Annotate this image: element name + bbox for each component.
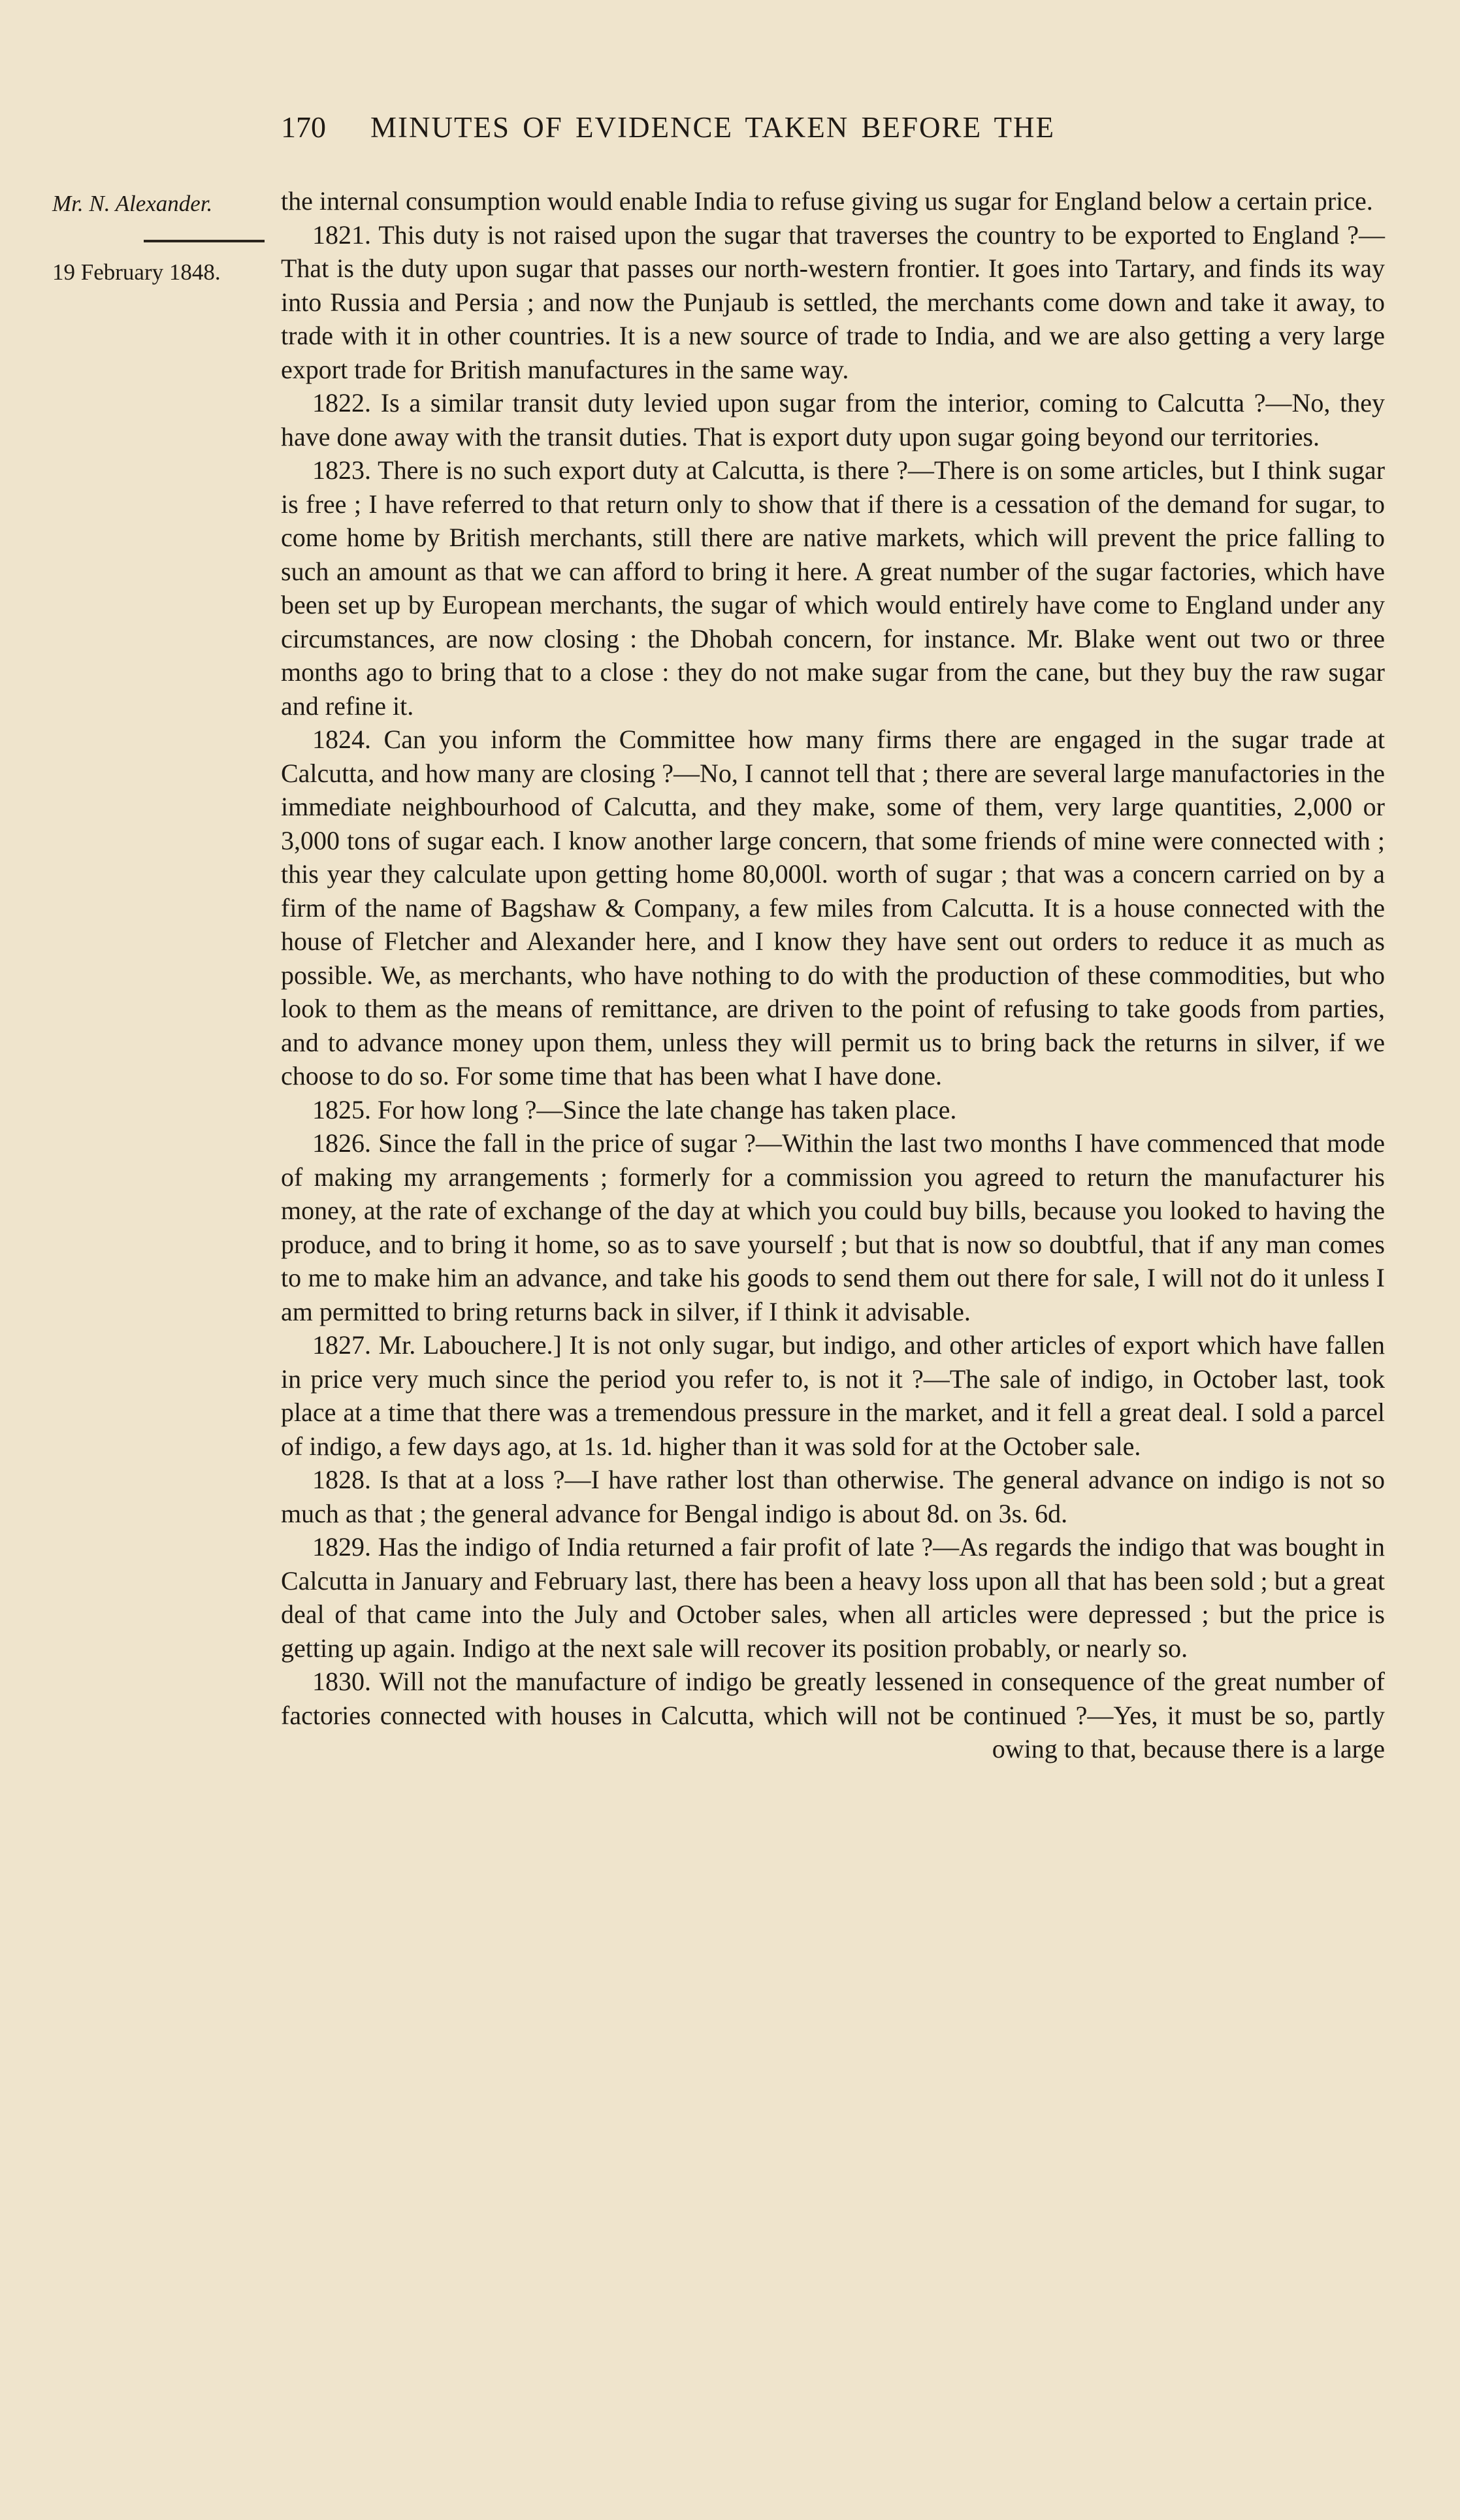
margin-divider [144, 240, 265, 242]
question-text: Can you inform the Committee how many firms there are engaged in the sugar trade at Calcutta, and how many are closing ?—No, I cannot tell that ; there are several large manufactories in the immediate neighbourhood of Calcutta, and they make, some of them, very large quantities, 2,000 or 3,000 tons of sugar each. I know another large concern, that some friends of mine were connected with ; this year they calculate upon getting home 80,000l. worth of sugar ; that was a concern carried on by a firm of the name of Bagshaw & Company, a few miles from Calcutta. It is a house connected with the house of Fletcher and Alexander here, and I know they have sent out orders to reduce it as much as possible. We, as merchants, who have nothing to do with the production of these commodities, but who look to them as the means of remittance, are driven to the point of refusing to take goods from parties, and to advance money upon them, unless they will permit us to bring back the returns in silver, if we choose to do so. For some time that has been what I have done. [281, 725, 1385, 1090]
question-text: Is a similar transit duty levied upon sugar from the interior, coming to Calcutta ?—No, they have done away with the transit duties. That is export duty upon sugar going beyond our territories. [281, 388, 1386, 451]
evidence-body [281, 184, 1385, 1766]
question-number: 1821. [312, 220, 371, 250]
question-number: 1826. [312, 1128, 371, 1158]
question-text: This duty is not raised upon the sugar that traverses the country to be exported to England ?—That is the duty upon sugar that passes our north-western frontier. It goes into Tartary, and finds its way into Russia and Persia ; and now the Punjaub is settled, the merchants come down and take it away, to trade with it in other countries. It is a new source of trade to India, and we are also getting a very large export trade for British manufactures in the same way. [281, 220, 1386, 384]
question-text: For how long ?—Since the late change has taken place. [378, 1094, 957, 1124]
question-1829 [281, 1530, 1385, 1665]
question-number: 1828. [312, 1465, 371, 1494]
paragraph-continuation [281, 184, 1385, 218]
running-title: MINUTES OF EVIDENCE TAKEN BEFORE THE [370, 111, 1055, 144]
question-1822 [281, 386, 1385, 453]
question-text: Is that at a loss ?—I have rather lost than otherwise. The general advance on indigo is not so much as that ; the general advance for Bengal indigo is about 8d. on 3s. 6d. [281, 1465, 1385, 1528]
question-1826 [281, 1126, 1385, 1328]
question-text: Since the fall in the price of sugar ?—Within the last two months I have commenced that mode of making my arrangements ; formerly for a commission you agreed to return the manufacturer his money, at the rate of exchange of the day at which you could buy bills, because you looked to having the produce, and to bring it home, so as to save yourself ; but that is now so doubtful, that if any man comes to me to make him an advance, and take his goods to send them out there for sale, I will not do it unless I am permitted to bring returns back in silver, if I think it advisable. [281, 1128, 1385, 1326]
question-number: 1823. [312, 455, 371, 485]
margin-date: 19 February 1848. [52, 259, 221, 285]
question-number: 1830. [312, 1667, 371, 1696]
question-1828 [281, 1463, 1385, 1530]
paragraph-text: the internal consumption would enable India to refuse giving us sugar for England below a certain price. [281, 186, 1373, 216]
question-1821 [281, 218, 1385, 387]
question-number: 1822. [312, 388, 371, 417]
question-text: There is no such export duty at Calcutta, is there ?—There is on some articles, but I think sugar is free ; I have referred to that return only to show that if there is a cessation of the demand for sugar, to come home by British merchants, still there are native markets, which will prevent the price falling to such an amount as that we can afford to bring it here. A great number of the sugar factories, which have been set up by European merchants, the sugar of which would entirely have come to England under any circumstances, are now closing : the Dhobah concern, for instance. Mr. Blake went out two or three months ago to bring that to a close : they do not make sugar from the cane, but they buy the raw sugar and refine it. [281, 455, 1386, 721]
question-1823 [281, 453, 1385, 723]
question-text: Has the indigo of India returned a fair profit of late ?—As regards the indigo that was bought in Calcutta in January and February last, there has been a heavy loss upon all that has been sold ; but a great deal of that came into the July and October sales, when all articles were depressed ; but the price is getting up again. Indigo at the next sale will recover its position probably, or nearly so. [281, 1532, 1386, 1663]
question-1827 [281, 1328, 1385, 1463]
question-number: 1829. [312, 1532, 371, 1562]
page-number: 170 [281, 110, 326, 144]
question-number: 1825. [312, 1094, 371, 1124]
question-1825 [281, 1093, 1385, 1127]
question-number: 1827. [312, 1330, 371, 1360]
question-number: 1824. [312, 725, 371, 754]
margin-witness-name: Mr. N. Alexander. [52, 191, 213, 216]
question-text: Mr. Labouchere.] It is not only sugar, but indigo, and other articles of export which have fallen in price very much since the period you refer to, is not it ?—The sale of indigo, in October last, took place at a time that there was a tremendous pressure in the market, and it fell a great deal. I sold a parcel of indigo, a few days ago, at 1s. 1d. higher than it was sold for at the October sale. [281, 1330, 1385, 1461]
question-text: Will not the manufacture of indigo be greatly lessened in consequence of the great number of factories connected with houses in Calcutta, which will not be continued ?—Yes, it must be so, partly owing to that, because there is a large [281, 1667, 1385, 1763]
question-1830 [281, 1665, 1385, 1766]
page-header [281, 110, 1385, 149]
question-1824 [281, 723, 1385, 1093]
